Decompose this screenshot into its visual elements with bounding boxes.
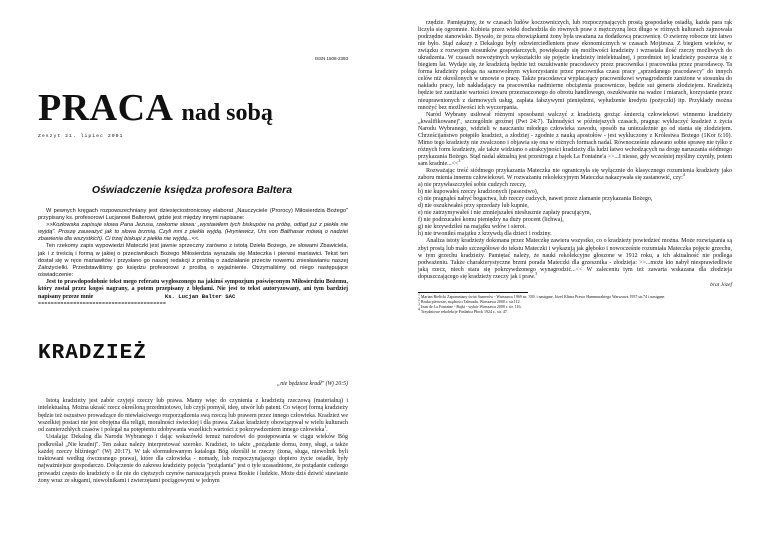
footnote-item: $^3$ Jean de La Fontaine - Bajki - wybór Warszawa 2000 r. str. 116.: [418, 302, 522, 309]
list-item: f) nie podrzucałeś komu pieniędzy na duży procent (lichwa),: [418, 217, 564, 224]
epigraph: „nie będziesz kradł" (Wj 20:5): [276, 381, 348, 387]
footnote-ref: 5: [535, 271, 538, 276]
footnote-item: $^1$ Marian Bielicki Zapomniany świat Sumerów - Warszawa 1969 str. 339, i następne, Józef Klima Prawo Hammurabiego Warszawa 1957 str.74 i następne.: [418, 292, 666, 299]
list-item: h) nie trwoniłeś majątku z krzywdą dla dzieci i rodziny.: [418, 231, 552, 238]
list-item: e) nie zatrzymywałeś i nie zmniejszałeś niesłusznie zapłaty pracującym,: [418, 210, 592, 217]
body-right-column: [418, 20, 732, 314]
footnote-item: $^4$ Trzydniowe rekolekcje Posłańca Płock 1924 r., str. 47.: [418, 307, 508, 314]
list-item: a) nie przywłaszczyłeś sobie cudzych rzeczy,: [418, 182, 527, 189]
list-item: g) nie krzywdziłeś na majątku wdów i sierot.: [418, 224, 526, 231]
right-page: [384, 0, 768, 543]
footnote-text: Bruka pierwsze, mądrości Talmudu, Warszawa 2000 r. str.112.: [420, 298, 521, 304]
footnote-text: Marian Bielicki Zapomniany świat Sumerów - Warszawa 1969 str. 339, i następne, Józef Klima Prawo Hammurabiego Warszawa 1957 str.74 i następne.: [420, 293, 666, 299]
body-paragraph-text: Rozważając treść siódmego przykazania Mateczka nie ograniczyła się wyłącznie do klasycznego rozumienia kradzieży jako zaboru mienia innemu człowiekowi. W rozważaniu rekolekcyjnym Mateczka nakazywała się zastanowić, czy:: [418, 167, 732, 182]
masthead: [38, 86, 273, 130]
footnote-divider: [418, 292, 528, 293]
intro-paragraph: W pewnych kręgach rozpowszechniany jest dziesięciostronicowy elaborat „Nauczyciele (Prorocy) Miłosierdzia Bożego" przypisany ks. profesorowi Lucjanowi Balterowi, gdzie jest między innymi napisane:: [38, 208, 348, 222]
body-paragraph: rzędzie. Pamiętajmy, że w czasach ludów koczowniczych, lub rozpoczynających prostą gospodarkę osiadłą, każda para rąk liczyła się ogromnie. Kobieta przez wieki dochodziła do równych praw z mężczyzną lecz długo w różnych kulturach zajmowała podrzędne stanowisko. Bywało, że poza obowiązkami żony była uważana za dodatkową pracownicę. O zwierzę robocze też łatwo nie było. Stąd zakazy z Dekalogu były odzwierciedleniem praw ekonomicznych w czasach Mojżesza. Z biegiem wieków, w związku z rozwojem stosunków gospodarczych, powiększały się możliwości kradzieży i wzrastała ilość rzeczy możliwych do ukradzenia. W czasach nowożytnych wykształciło się pojęcie kradzieży intelektualnej, i przedmiot tej kradzieży poszerza się z biegiem lat. Wydaje się, że kradzieżą będzie też oszukiwanie pracodawcy przez pracownika i pracownika przez pracodawcę. Ta forma kradzieży polega na samowolnym wykorzystaniu przez pracownika czasu pracy „sprzedanego pracodawcy" do innych celów niż określonych w umowie o pracę. Także pracodawca wypłacający pracownikowi wynagrodzenie zaniżone w stosunku do nakładu pracy, lub nakładający na pracownika nadmierne obciążenia pracownicze, będzie sui generis złodziejem. Kradzieżą będzie też zaniżanie wartości towaru przeznaczonego do obrotu handlowego, oszukiwanie na wadze i miarach, korzystanie przez nieuprawnionych z darmowych usług, zapłata fałszywymi pieniędzmi, wyłudzenie kredytu (pożyczki) itp. Przykłady można mnożyć bez możliwości ich wyczerpania.: [418, 20, 732, 111]
body-paragraph: Istotą kradzieży jest zabór czyjejś rzeczy lub prawa. Mamy więc do czynienia z kradzieżą rzeczową (materialną) i intelektualną. Można ukraść rzecz określoną przedmiotowo, lub czyjś pomysł, ideę, utwór lub patent. Co więcej formą kradzieży będzie też oszustwo prowadzące do niewłaściwego rozporządzenia swą rzeczą lub prawem przez innego człowieka. Kradzież we wszelkiej postaci nie jest obojętna dla religii, moralności świeckiej i dla prawa. Zakaz kradzieży obowiązywał w wielu kulturach od zamierzchłych czasów i polegał na potępieniu zdobywania wszelkich wartości z pokrzywdzeniem innego człowieka$^1$.: [38, 398, 348, 433]
list-item: d) nie oszukiwałeś przy sprzedaży lub kupnie,: [418, 203, 529, 210]
footnote-text: Jean de La Fontaine - Bajki - wybór Warszawa 2000 r. str. 116.: [420, 303, 522, 309]
body-paragraph: [418, 112, 732, 168]
masthead-title: PRACA: [38, 87, 174, 129]
masthead-subtitle: nad sobą: [181, 100, 273, 126]
body-paragraph-text: Naród Wybrany usiłował różnymi sposobami walczyć z kradzieżą grożąc śmiercią człowiekowi winnemu kradzieży „kwalifikowanej", szczególnie groźnej (Pwt 24:7). Talmudyści w późniejszych czasach, pragnąc wykluczyć kradzież z życia Narodu Wybranego, widzieli w nauczaniu młodego człowieka zawodu, sposób na uniezależnie go od stania się złodziejem. Chrześcijaństwo potępiło kradzież, a złodziej - zgodnie z nauką apostołów - jest wykluczony z Królestwa Bożego (1Kor 6:10). Mimo tego kradzieży nie zwalczono i objawia się ona w różnych formach nadal. Równocześnie zdawano sobie sprawę nie tylko z różnych form kradzieży, ale także widziano o atrakcyjności kradzieży dla ludzi łatwo wchodzących na drogę naruszania siódmego przykazania Bożego. Stąd nadal aktualną jest przestroga z bajek La Fontaine'a >>...I niesse, gdy wcześniej myśliny czyniły, potem sam kradnie...<<: [418, 111, 732, 167]
intro-paragraph: Ten rzekomy zapis wypowiedzi Mateczki jest jawnie sprzeczny zarówno z istotą Dzieła Bożego, ze słowami Zbawiciela, jak i z treścią i formą w jakiej o przeciwnikach Bożego Miłosierdzia wyrażała się Mateczka i pierwsi mariawici. Tekst ten dostał się w ręce mariawitów i przysłano go naszej redakcji z prośbą o zadziałanie przeciw nowemu zniesławianiu naszej Założycielki. Przedstawiliśmy go księdzu profesorowi z prośbą o wyjaśnienie. Otrzymaliśmy od niego następujące oświadczenie:: [38, 243, 348, 278]
list-item: c) nie pragnąłeś nabyć bogactwa, lub rzeczy cudzych, nawet przez złamanie przykazania Bożego,: [418, 196, 653, 203]
footnote-text: Trzydniowe rekolekcje Posłańca Płock 1924 r., str. 47.: [420, 308, 508, 314]
footnote-ref: 1: [324, 425, 327, 429]
author-signature: brat Józef: [710, 281, 732, 288]
footnotes: [418, 294, 732, 314]
footnote-item: $^2$ Bruka pierwsze, mądrości Talmudu, Warszawa 2000 r. str.112.: [418, 297, 521, 304]
body-left-column: [38, 398, 348, 485]
body-paragraph-text: Istotą kradzieży jest zabór czyjejś rzeczy lub prawa. Mamy więc do czynienia z kradzieżą rzeczową (materialną) i intelektualną. Można ukraść rzecz określoną przedmiotowo, lub czyjś pomysł, ideę, utwór lub patent. Co więcej formą kradzieży będzie też oszustwo prowadzące do niewłaściwego rozporządzenia swą rzeczą lub prawem przez innego człowieka. Kradzież we wszelkiej postaci nie jest obojętna dla religii, moralności świeckiej i dla prawa. Zakaz kradzieży obowiązywał w wielu kulturach od zamierzchłych czasów i polegał na potępieniu zdobywania wszelkich wartości z pokrzywdzeniem innego człowieka: [38, 398, 348, 433]
intro-section: [38, 208, 348, 308]
body-paragraph: [418, 238, 732, 280]
intro-quote: >>Kozłowska zapisuje słowa Pana Jezusa, rzekome słowa: „wystawiłem tych biskupów na próbę, odtąd już z piekła nie wyjdą". Proszę zauważyć jak to słowa brzmią. Czyli inni z piekła wyjdą. (Hryniewicz, Urs von Balthasar mówią o nadziei zbawienia dla wszystkich). Ci trzej biskupi z piekła nie wyjdą...<<.: [38, 222, 348, 243]
list-item: b) nie kupowałeś rzeczy kradzionych (paserstwo),: [418, 189, 539, 196]
footnote-ref: 3: [458, 158, 461, 163]
statement-body: Jest to prawdopodobnie tekst mego referatu wygłoszonego na jakimś sympozjum poświęconym Miłosierdziu Bożemu, który został przez kogoś nagrany, a potem przepisany z błędami. Nie jest to tekst autoryzowany, ani tym bardziej napisany przeze mnie: [38, 278, 348, 301]
statement-text: [38, 279, 348, 301]
statement-signature: Ks. Lucjan Balter SAC: [164, 293, 236, 301]
body-paragraph-text: Analiza istoty kradzieży dokonana przez Mateczkę zawiera wszystko, co o kradzieży powiedzieć można. Może rozwiązania są zbyt prostą lub mało szczegółowe do tekstu Mateczki i wykazują jak głęboko i nowocześnie rozumiała Mateczka pojęcie grzechu, w tym grzechu kradzieży. Pamiętać należy, że nauki rekolekcyjne głoszone w 1912 roku, a ich aktualność nie podlega podważeniu. Także charakterystyczne brzmi porada Mateczki dla grzesznika - złodzieja: >>...może kto nabył niesprawiedliwie jaką rzecz, niech stara się pokrzywdzonego wynagrodzić...<< W zaleceniu tym też zawarta wskazana dla złodzieja dopuszczającego się kradzieży rzeczy jak i praw.: [418, 238, 732, 280]
body-paragraph: [418, 168, 732, 182]
article-title: Oświadczenie księdza profesora Baltera: [91, 184, 293, 196]
issue-line: Zeszyt 21. lipiec 2001: [38, 134, 124, 139]
separator-line: ========================================: [38, 301, 167, 308]
issn-number: ISSN 1508-2393: [314, 56, 348, 61]
section-heading: KRADZIEŻ: [38, 342, 147, 365]
body-paragraph: Ustalając Dekalog dla Narodu Wybranego i dając wskazówki temuż narodowi do postępowania w ciągu wieków Bóg podkreślał „Nie kradnij". Ten zakaz należy interpretować szeroko. Kradzież, to także „pożądanie domu, żony, sługi, a także każdej rzeczy bliźniego" (Wj 20:17). W tak sformułowanym katalogu Bóg określił te rzeczy (żona, sługa, niewolnik byli traktowani według ówczesnego prawa), które dla człowieka - nomady, lub rozpoczynającego dopiero życie osiadłe, były najważniejsze gospodarczo. Dołączenie do zakresu kradzieży pojęcia "pożądania" jest o tyle uzasadnione, że pożądanie cudzego prowadzi często do kradzieży o ile nie do cięższych czynów naruszających prawa Boskie i ludzkie. Może dziś dziwić stawianie żony wraz ze sługami, niewolnikami i zwierzętami pociągowymi w jednym: [38, 434, 348, 484]
footnote-ref: 4: [682, 173, 685, 178]
